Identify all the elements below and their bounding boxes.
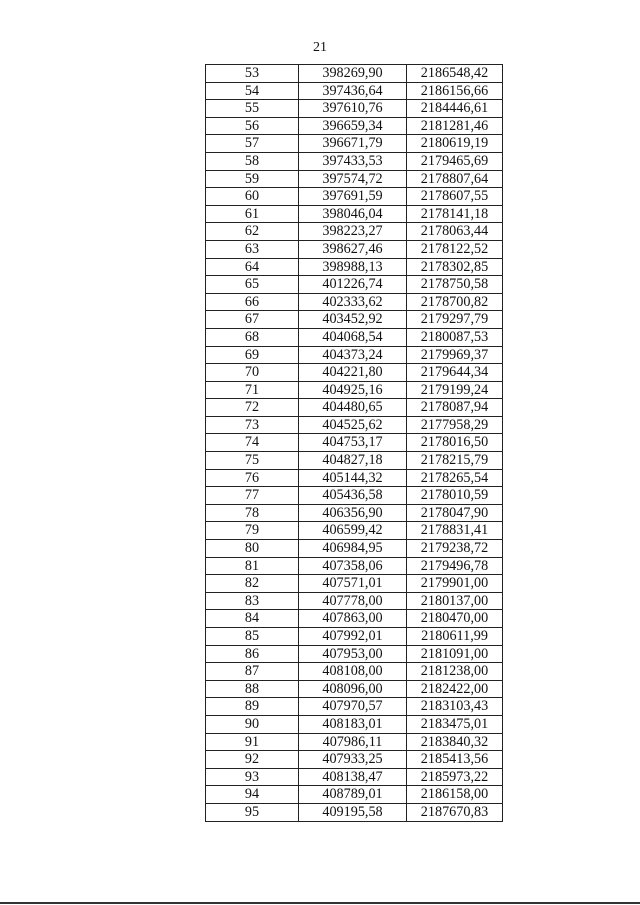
table-row xyxy=(206,768,503,786)
y-coordinate-cell: 2181238,00 xyxy=(407,663,503,681)
table-row xyxy=(206,399,503,417)
x-coordinate-cell: 396671,79 xyxy=(299,135,407,153)
table-row xyxy=(206,698,503,716)
y-coordinate-cell: 2179969,37 xyxy=(407,346,503,364)
y-coordinate-cell: 2179901,00 xyxy=(407,575,503,593)
x-coordinate-cell: 404827,18 xyxy=(299,452,407,470)
x-coordinate-cell: 406356,90 xyxy=(299,504,407,522)
x-coordinate-cell: 407863,00 xyxy=(299,610,407,628)
y-coordinate-cell: 2179465,69 xyxy=(407,152,503,170)
point-number-cell: 58 xyxy=(206,152,299,170)
x-coordinate-cell: 407571,01 xyxy=(299,575,407,593)
point-number-cell: 84 xyxy=(206,610,299,628)
y-coordinate-cell: 2178010,59 xyxy=(407,487,503,505)
x-coordinate-cell: 397436,64 xyxy=(299,82,407,100)
table-row xyxy=(206,680,503,698)
y-coordinate-cell: 2178141,18 xyxy=(407,205,503,223)
x-coordinate-cell: 401226,74 xyxy=(299,276,407,294)
table-row xyxy=(206,364,503,382)
table-row xyxy=(206,575,503,593)
x-coordinate-cell: 398269,90 xyxy=(299,65,407,83)
table-row xyxy=(206,100,503,118)
point-number-cell: 81 xyxy=(206,557,299,575)
table-row xyxy=(206,223,503,241)
point-number-cell: 93 xyxy=(206,768,299,786)
y-coordinate-cell: 2186548,42 xyxy=(407,65,503,83)
table-row xyxy=(206,276,503,294)
point-number-cell: 72 xyxy=(206,399,299,417)
table-row xyxy=(206,715,503,733)
table-row xyxy=(206,663,503,681)
table-row xyxy=(206,628,503,646)
x-coordinate-cell: 402333,62 xyxy=(299,293,407,311)
point-number-cell: 68 xyxy=(206,328,299,346)
x-coordinate-cell: 409195,58 xyxy=(299,803,407,821)
point-number-cell: 89 xyxy=(206,698,299,716)
x-coordinate-cell: 404925,16 xyxy=(299,381,407,399)
point-number-cell: 78 xyxy=(206,504,299,522)
x-coordinate-cell: 408183,01 xyxy=(299,715,407,733)
x-coordinate-cell: 407778,00 xyxy=(299,592,407,610)
table-row xyxy=(206,803,503,821)
y-coordinate-cell: 2179238,72 xyxy=(407,540,503,558)
y-coordinate-cell: 2179199,24 xyxy=(407,381,503,399)
table-row xyxy=(206,733,503,751)
table-row xyxy=(206,504,503,522)
point-number-cell: 70 xyxy=(206,364,299,382)
y-coordinate-cell: 2183103,43 xyxy=(407,698,503,716)
point-number-cell: 88 xyxy=(206,680,299,698)
point-number-cell: 73 xyxy=(206,416,299,434)
table-row xyxy=(206,311,503,329)
y-coordinate-cell: 2185973,22 xyxy=(407,768,503,786)
point-number-cell: 62 xyxy=(206,223,299,241)
table-row xyxy=(206,152,503,170)
page-number: 21 xyxy=(313,40,327,55)
y-coordinate-cell: 2178016,50 xyxy=(407,434,503,452)
point-number-cell: 91 xyxy=(206,733,299,751)
point-number-cell: 80 xyxy=(206,540,299,558)
table-row xyxy=(206,751,503,769)
y-coordinate-cell: 2178607,55 xyxy=(407,188,503,206)
point-number-cell: 87 xyxy=(206,663,299,681)
x-coordinate-cell: 406984,95 xyxy=(299,540,407,558)
x-coordinate-cell: 397433,53 xyxy=(299,152,407,170)
x-coordinate-cell: 398988,13 xyxy=(299,258,407,276)
x-coordinate-cell: 397691,59 xyxy=(299,188,407,206)
point-number-cell: 66 xyxy=(206,293,299,311)
table-row xyxy=(206,82,503,100)
x-coordinate-cell: 407992,01 xyxy=(299,628,407,646)
y-coordinate-cell: 2180087,53 xyxy=(407,328,503,346)
x-coordinate-cell: 405144,32 xyxy=(299,469,407,487)
x-coordinate-cell: 407970,57 xyxy=(299,698,407,716)
point-number-cell: 65 xyxy=(206,276,299,294)
x-coordinate-cell: 407953,00 xyxy=(299,645,407,663)
x-coordinate-cell: 398627,46 xyxy=(299,240,407,258)
y-coordinate-cell: 2187670,83 xyxy=(407,803,503,821)
table-row xyxy=(206,540,503,558)
y-coordinate-cell: 2183475,01 xyxy=(407,715,503,733)
table-row xyxy=(206,293,503,311)
table-row xyxy=(206,346,503,364)
y-coordinate-cell: 2186158,00 xyxy=(407,786,503,804)
bottom-divider xyxy=(0,902,640,904)
point-number-cell: 59 xyxy=(206,170,299,188)
x-coordinate-cell: 408096,00 xyxy=(299,680,407,698)
y-coordinate-cell: 2181281,46 xyxy=(407,117,503,135)
x-coordinate-cell: 404525,62 xyxy=(299,416,407,434)
table-row xyxy=(206,381,503,399)
y-coordinate-cell: 2178122,52 xyxy=(407,240,503,258)
x-coordinate-cell: 398046,04 xyxy=(299,205,407,223)
x-coordinate-cell: 406599,42 xyxy=(299,522,407,540)
table-row xyxy=(206,170,503,188)
x-coordinate-cell: 408108,00 xyxy=(299,663,407,681)
table-row xyxy=(206,117,503,135)
point-number-cell: 77 xyxy=(206,487,299,505)
point-number-cell: 94 xyxy=(206,786,299,804)
y-coordinate-cell: 2178265,54 xyxy=(407,469,503,487)
table-row xyxy=(206,65,503,83)
x-coordinate-cell: 407986,11 xyxy=(299,733,407,751)
x-coordinate-cell: 405436,58 xyxy=(299,487,407,505)
point-number-cell: 53 xyxy=(206,65,299,83)
y-coordinate-cell: 2178215,79 xyxy=(407,452,503,470)
point-number-cell: 74 xyxy=(206,434,299,452)
point-number-cell: 55 xyxy=(206,100,299,118)
y-coordinate-cell: 2181091,00 xyxy=(407,645,503,663)
table-row xyxy=(206,522,503,540)
table-row xyxy=(206,135,503,153)
table-row xyxy=(206,188,503,206)
y-coordinate-cell: 2178087,94 xyxy=(407,399,503,417)
x-coordinate-cell: 407933,25 xyxy=(299,751,407,769)
coordinates-table xyxy=(205,64,503,822)
table-row xyxy=(206,592,503,610)
point-number-cell: 85 xyxy=(206,628,299,646)
x-coordinate-cell: 403452,92 xyxy=(299,311,407,329)
point-number-cell: 57 xyxy=(206,135,299,153)
x-coordinate-cell: 404480,65 xyxy=(299,399,407,417)
y-coordinate-cell: 2183840,32 xyxy=(407,733,503,751)
point-number-cell: 86 xyxy=(206,645,299,663)
x-coordinate-cell: 404068,54 xyxy=(299,328,407,346)
table-row xyxy=(206,452,503,470)
point-number-cell: 63 xyxy=(206,240,299,258)
x-coordinate-cell: 407358,06 xyxy=(299,557,407,575)
point-number-cell: 82 xyxy=(206,575,299,593)
x-coordinate-cell: 404221,80 xyxy=(299,364,407,382)
x-coordinate-cell: 398223,27 xyxy=(299,223,407,241)
point-number-cell: 60 xyxy=(206,188,299,206)
point-number-cell: 95 xyxy=(206,803,299,821)
point-number-cell: 56 xyxy=(206,117,299,135)
table-row xyxy=(206,240,503,258)
table-row xyxy=(206,205,503,223)
y-coordinate-cell: 2180137,00 xyxy=(407,592,503,610)
x-coordinate-cell: 397610,76 xyxy=(299,100,407,118)
y-coordinate-cell: 2178750,58 xyxy=(407,276,503,294)
point-number-cell: 79 xyxy=(206,522,299,540)
y-coordinate-cell: 2182422,00 xyxy=(407,680,503,698)
y-coordinate-cell: 2184446,61 xyxy=(407,100,503,118)
y-coordinate-cell: 2178831,41 xyxy=(407,522,503,540)
table-row xyxy=(206,610,503,628)
point-number-cell: 75 xyxy=(206,452,299,470)
x-coordinate-cell: 408789,01 xyxy=(299,786,407,804)
table-row xyxy=(206,487,503,505)
point-number-cell: 64 xyxy=(206,258,299,276)
y-coordinate-cell: 2179496,78 xyxy=(407,557,503,575)
y-coordinate-cell: 2185413,56 xyxy=(407,751,503,769)
x-coordinate-cell: 396659,34 xyxy=(299,117,407,135)
point-number-cell: 90 xyxy=(206,715,299,733)
table-row xyxy=(206,416,503,434)
y-coordinate-cell: 2178047,90 xyxy=(407,504,503,522)
coordinates-table-body xyxy=(206,65,503,822)
point-number-cell: 61 xyxy=(206,205,299,223)
point-number-cell: 92 xyxy=(206,751,299,769)
table-row xyxy=(206,328,503,346)
y-coordinate-cell: 2178807,64 xyxy=(407,170,503,188)
y-coordinate-cell: 2180611,99 xyxy=(407,628,503,646)
y-coordinate-cell: 2178302,85 xyxy=(407,258,503,276)
table-row xyxy=(206,258,503,276)
table-row xyxy=(206,469,503,487)
table-row xyxy=(206,557,503,575)
y-coordinate-cell: 2180470,00 xyxy=(407,610,503,628)
y-coordinate-cell: 2180619,19 xyxy=(407,135,503,153)
y-coordinate-cell: 2177958,29 xyxy=(407,416,503,434)
y-coordinate-cell: 2186156,66 xyxy=(407,82,503,100)
y-coordinate-cell: 2179297,79 xyxy=(407,311,503,329)
x-coordinate-cell: 397574,72 xyxy=(299,170,407,188)
point-number-cell: 71 xyxy=(206,381,299,399)
table-row xyxy=(206,786,503,804)
point-number-cell: 69 xyxy=(206,346,299,364)
table-row xyxy=(206,645,503,663)
y-coordinate-cell: 2178063,44 xyxy=(407,223,503,241)
x-coordinate-cell: 404373,24 xyxy=(299,346,407,364)
point-number-cell: 76 xyxy=(206,469,299,487)
point-number-cell: 67 xyxy=(206,311,299,329)
x-coordinate-cell: 404753,17 xyxy=(299,434,407,452)
table-row xyxy=(206,434,503,452)
y-coordinate-cell: 2178700,82 xyxy=(407,293,503,311)
point-number-cell: 83 xyxy=(206,592,299,610)
x-coordinate-cell: 408138,47 xyxy=(299,768,407,786)
y-coordinate-cell: 2179644,34 xyxy=(407,364,503,382)
point-number-cell: 54 xyxy=(206,82,299,100)
